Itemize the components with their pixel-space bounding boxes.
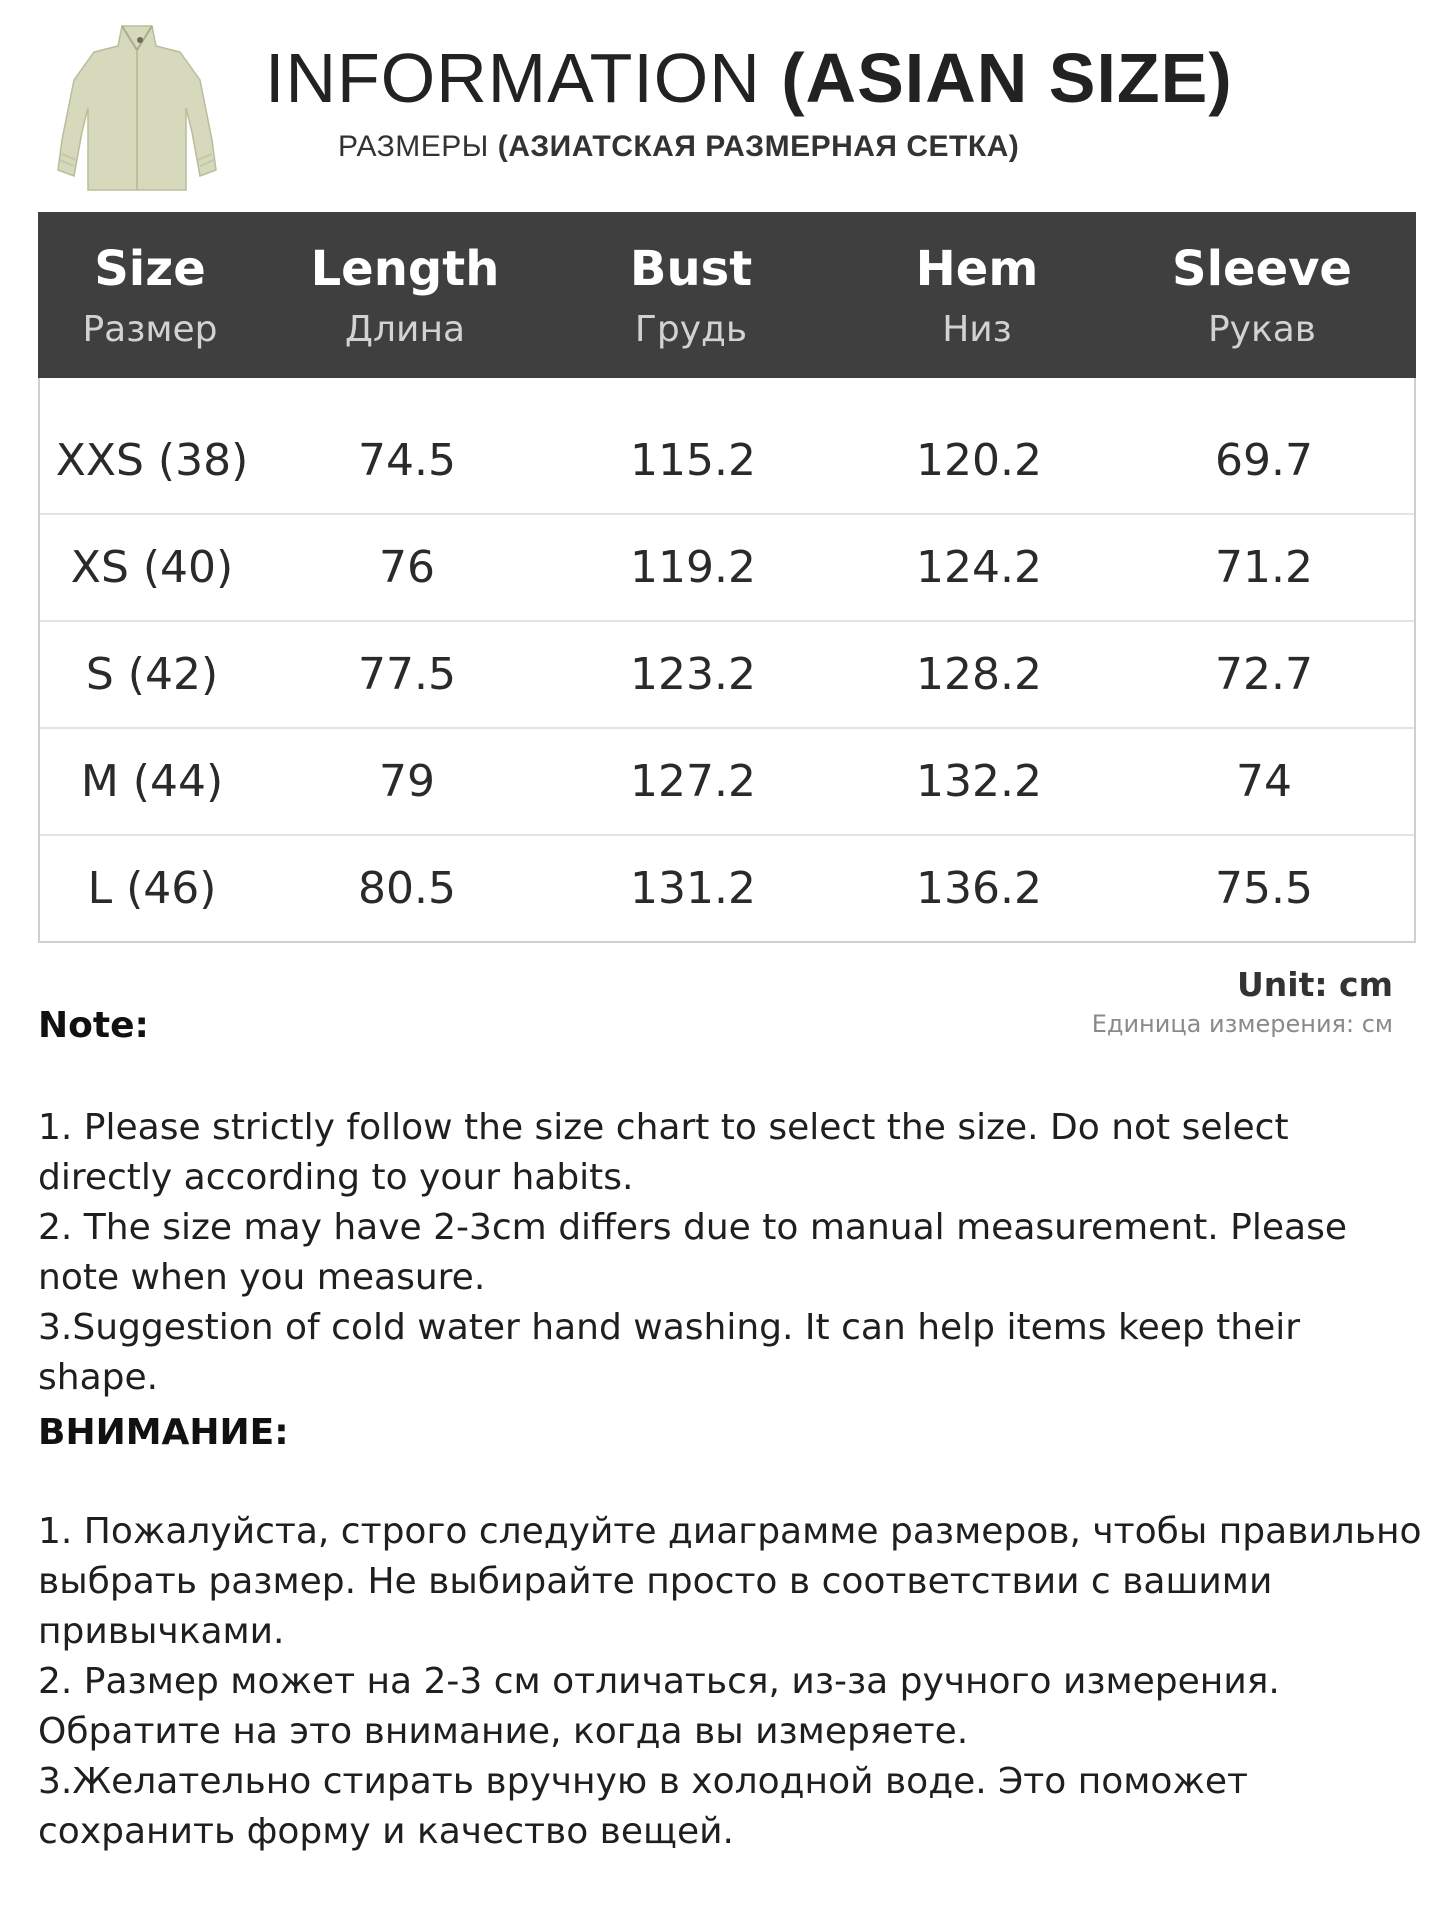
column-label-en: Sleeve bbox=[1172, 240, 1352, 297]
cell-bust: 131.2 bbox=[630, 863, 756, 914]
notes-en bbox=[38, 1103, 1428, 1403]
note-item: 2. Размер может на 2-3 см отличаться, из-за ручного измерения. Обратите на это внимание, когда вы измеряете. bbox=[38, 1661, 1280, 1752]
unit-label-ru: Единица измерения: см bbox=[1091, 1010, 1393, 1038]
notes-ru bbox=[38, 1507, 1428, 1857]
cell-size: XS (40) bbox=[70, 542, 234, 593]
cell-hem: 124.2 bbox=[916, 542, 1042, 593]
cell-size: S (42) bbox=[85, 649, 219, 700]
table-row bbox=[40, 620, 1414, 727]
cell-hem: 132.2 bbox=[916, 756, 1042, 807]
title-size-system: (ASIAN SIZE) bbox=[781, 39, 1233, 117]
coat-product-image bbox=[52, 20, 222, 198]
subtitle-main: РАЗМЕРЫ bbox=[338, 130, 498, 163]
cell-hem: 128.2 bbox=[916, 649, 1042, 700]
cell-length: 79 bbox=[379, 756, 435, 807]
note-item: 1. Пожалуйста, строго следуйте диаграмме размеров, чтобы правильно выбрать размер. Не выбирайте просто в соответствии с вашими привычками. bbox=[38, 1511, 1422, 1652]
column-header-sleeve bbox=[1120, 212, 1404, 378]
table-row bbox=[40, 513, 1414, 620]
subtitle-size-system: (АЗИАТСКАЯ РАЗМЕРНАЯ СЕТКА) bbox=[497, 130, 1020, 163]
cell-size: XXS (38) bbox=[55, 435, 249, 486]
cell-bust: 127.2 bbox=[630, 756, 756, 807]
column-label-en: Size bbox=[94, 240, 206, 297]
page-title bbox=[265, 38, 1233, 118]
cell-bust: 115.2 bbox=[630, 435, 756, 486]
table-body bbox=[40, 378, 1414, 941]
note-heading-ru: ВНИМАНИЕ: bbox=[38, 1412, 289, 1453]
cell-hem: 120.2 bbox=[916, 435, 1042, 486]
cell-bust: 119.2 bbox=[630, 542, 756, 593]
note-heading-en: Note: bbox=[38, 1005, 149, 1046]
column-label-ru: Размер bbox=[82, 308, 218, 350]
column-label-en: Bust bbox=[629, 240, 753, 297]
column-label-ru: Рукав bbox=[1207, 308, 1317, 350]
column-header-bust bbox=[548, 212, 834, 378]
column-label-en: Hem bbox=[915, 240, 1039, 297]
cell-sleeve: 75.5 bbox=[1215, 863, 1313, 914]
table-row bbox=[40, 727, 1414, 834]
cell-length: 76 bbox=[379, 542, 435, 593]
note-item: 2. The size may have 2-3cm differs due to manual measurement. Please note when you measure. bbox=[38, 1207, 1347, 1298]
cell-hem: 136.2 bbox=[916, 863, 1042, 914]
page-subtitle bbox=[338, 130, 1019, 164]
cell-length: 77.5 bbox=[358, 649, 456, 700]
page-header bbox=[0, 0, 1445, 205]
note-item: 3.Желательно стирать вручную в холодной воде. Это поможет сохранить форму и качество вещей. bbox=[38, 1761, 1248, 1852]
cell-sleeve: 71.2 bbox=[1215, 542, 1313, 593]
column-header-size bbox=[38, 212, 262, 378]
cell-sleeve: 72.7 bbox=[1215, 649, 1313, 700]
cell-length: 80.5 bbox=[358, 863, 456, 914]
title-main: INFORMATION bbox=[265, 39, 782, 117]
size-chart-table bbox=[38, 212, 1416, 943]
column-label-en: Length bbox=[310, 240, 500, 297]
cell-sleeve: 69.7 bbox=[1215, 435, 1313, 486]
unit-label bbox=[1092, 965, 1393, 1038]
column-header-length bbox=[262, 212, 548, 378]
column-label-ru: Низ bbox=[942, 308, 1012, 350]
table-header bbox=[38, 212, 1416, 378]
cell-size: M (44) bbox=[80, 756, 224, 807]
column-label-ru: Грудь bbox=[634, 308, 748, 350]
column-header-hem bbox=[834, 212, 1120, 378]
note-item: 1. Please strictly follow the size chart to select the size. Do not select directly according to your habits. bbox=[38, 1107, 1289, 1198]
cell-size: L (46) bbox=[87, 863, 217, 914]
cell-bust: 123.2 bbox=[630, 649, 756, 700]
note-item: 3.Suggestion of cold water hand washing. It can help items keep their shape. bbox=[38, 1307, 1301, 1398]
column-label-ru: Длина bbox=[344, 308, 466, 350]
table-row bbox=[40, 834, 1414, 941]
cell-sleeve: 74 bbox=[1236, 756, 1292, 807]
cell-length: 74.5 bbox=[358, 435, 456, 486]
table-row bbox=[40, 408, 1414, 513]
unit-label-en: Unit: cm bbox=[1236, 965, 1393, 1004]
